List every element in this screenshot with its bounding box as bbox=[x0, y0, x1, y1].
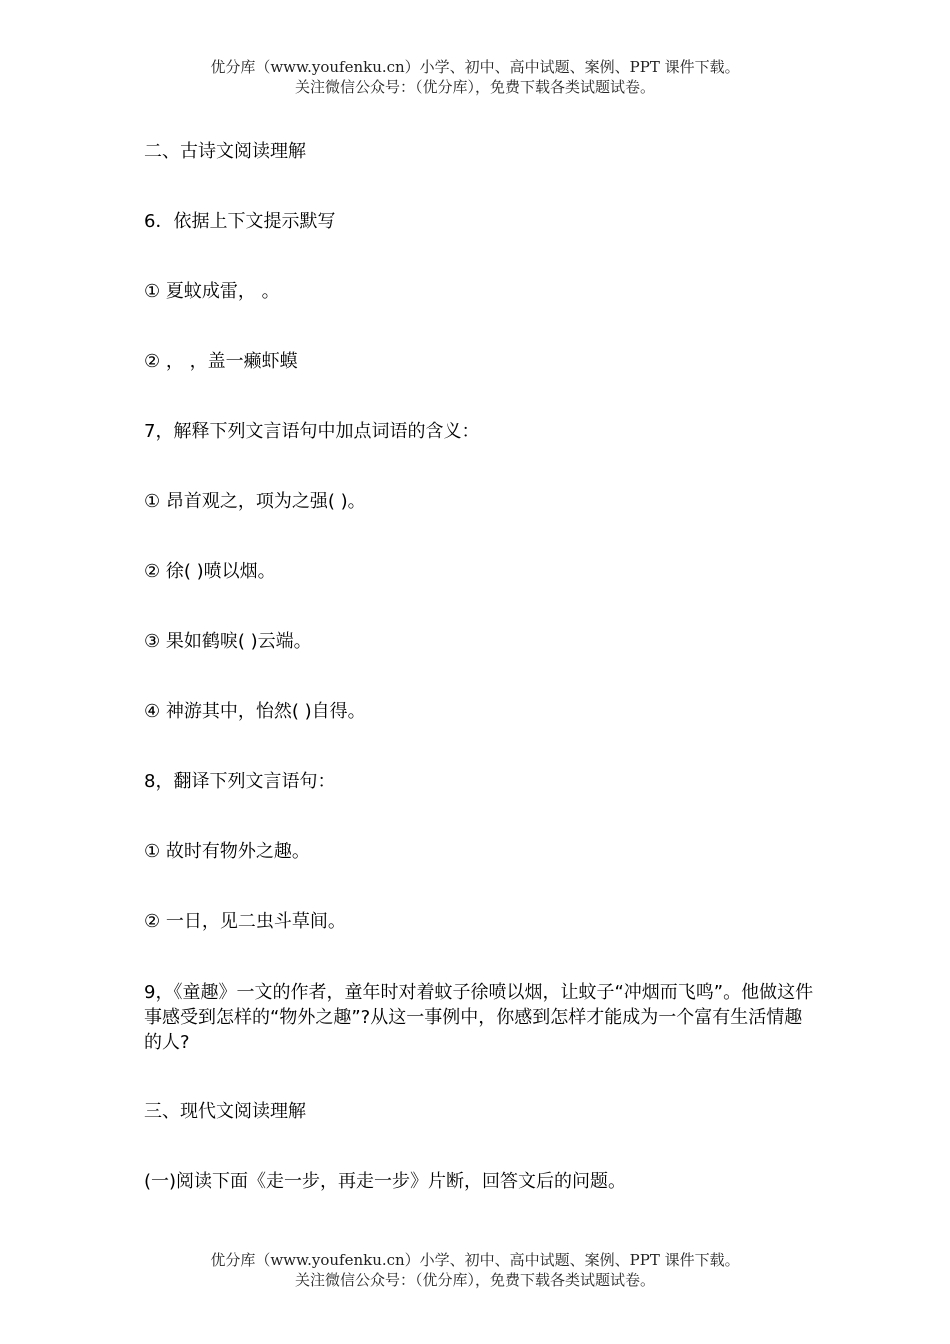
question-8-item-1: ① 故时有物外之趣。 bbox=[144, 841, 310, 862]
footer-line-1: 优分库（www.youfenku.cn）小学、初中、高中试题、案例、PPT 课件下载。 bbox=[210, 1251, 740, 1269]
question-8: 8，翻译下列文言语句： bbox=[144, 771, 336, 792]
page-header bbox=[0, 57, 950, 97]
question-7-item-4: ④ 神游其中，怡然( )自得。 bbox=[144, 701, 366, 722]
question-7-item-3: ③ 果如鹤唳( )云端。 bbox=[144, 631, 312, 652]
page-footer bbox=[0, 1250, 950, 1290]
question-6: 6．依据上下文提示默写 bbox=[144, 211, 336, 232]
question-7-item-1: ① 昂首观之，项为之强( )。 bbox=[144, 491, 366, 512]
question-6-item-2: ② ， ，盖一癞虾蟆 bbox=[144, 351, 298, 372]
section-3-title: 三、现代文阅读理解 bbox=[144, 1101, 306, 1122]
question-9: 9，《童趣》一文的作者，童年时对着蚊子徐喷以烟，让蚊子“冲烟而飞鸣”。他做这件事感受到怎样的“物外之趣”?从这一事例中，你感到怎样才能成为一个富有生活情趣的人? bbox=[144, 982, 814, 1053]
header-line-2: 关注微信公众号：（优分库），免费下载各类试题试卷。 bbox=[294, 78, 655, 96]
footer-line-2: 关注微信公众号：（优分库），免费下载各类试题试卷。 bbox=[294, 1271, 655, 1289]
question-8-item-2: ② 一日，见二虫斗草间。 bbox=[144, 911, 346, 932]
reading-part-1: (一)阅读下面《走一步，再走一步》片断，回答文后的问题。 bbox=[144, 1171, 627, 1192]
question-7: 7，解释下列文言语句中加点词语的含义： bbox=[144, 421, 480, 442]
section-2-title: 二、古诗文阅读理解 bbox=[144, 141, 306, 162]
question-6-item-1: ① 夏蚊成雷， 。 bbox=[144, 281, 280, 302]
header-line-1: 优分库（www.youfenku.cn）小学、初中、高中试题、案例、PPT 课件下载。 bbox=[210, 58, 740, 76]
question-7-item-2: ② 徐( )喷以烟。 bbox=[144, 561, 276, 582]
